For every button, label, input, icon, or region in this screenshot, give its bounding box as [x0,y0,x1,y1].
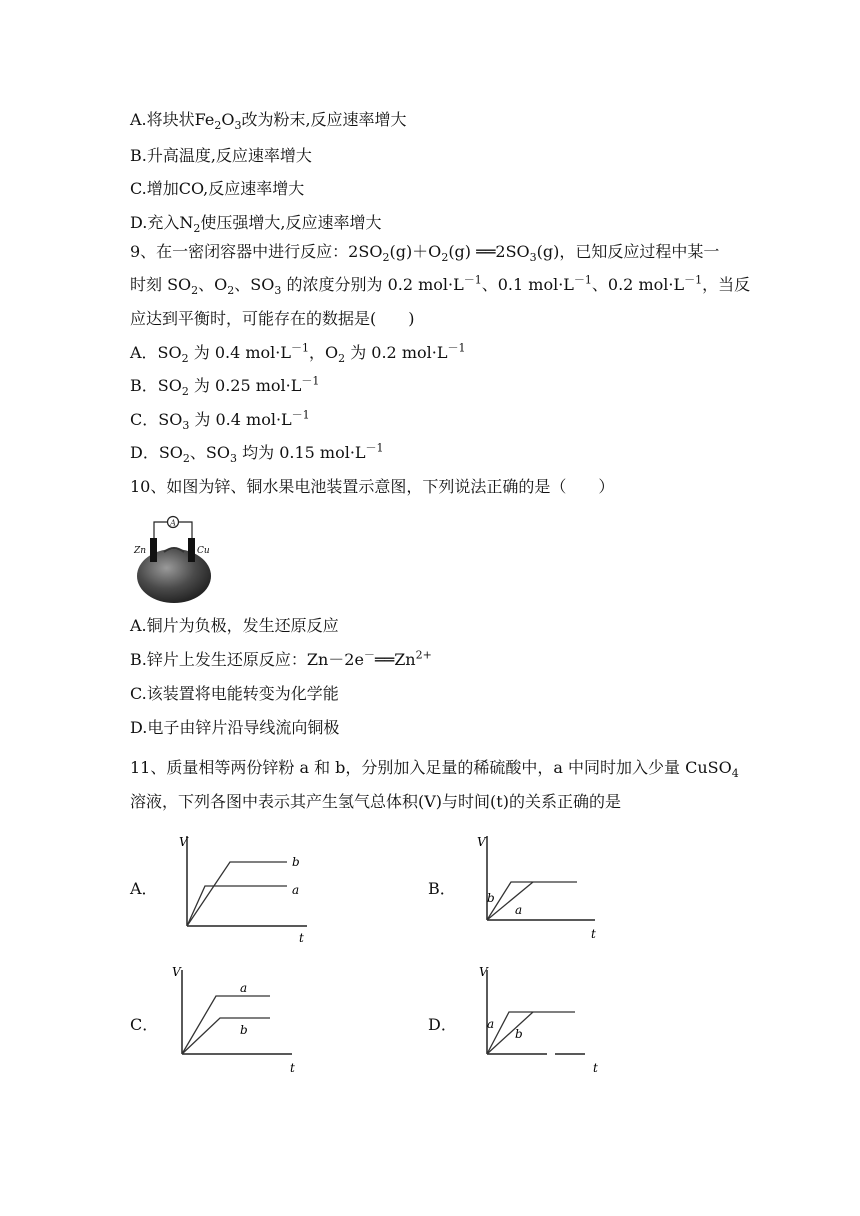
y-axis-label: V [479,965,488,979]
zinc-label: Zn [134,546,147,556]
q10-option-c: C.该装置将电能转变为化学能 [130,684,339,703]
q9-option-a: A．$SO_2$ 为 0.4 $mol\cdot L^{-1}$，$O_2$ 为 0.2 $mol\cdot L^{-1}$ [130,341,466,366]
q11-graph-b [475,828,615,946]
curve-b [487,882,577,920]
q11-graph-a [175,828,315,946]
y-axis-label: V [477,835,486,849]
q9-stem-line1: 9、在一密闭容器中进行反应：$2SO_2(g)+O_2(g)$ $══2SO_3(g)$，已知反应过程中某一 [130,242,720,265]
q11-graph-d [475,962,615,1080]
q11-option-d-label: D． [428,1015,457,1034]
y-axis-label: V [179,835,188,849]
x-axis-label: t [299,931,304,945]
q9-option-d: D．$SO_2$、$SO_3$ 均为 0.15 $mol\cdot L^{-1}$ [130,441,384,466]
zinc-electrode [150,538,157,562]
curve-b-label: b [240,1023,248,1037]
y-axis-label: V [172,965,181,979]
q10-option-b: B.锌片上发生还原反应：$Zn-2e^-══Zn^{2+}$ [130,648,432,669]
q8-option-d: D.充入$N_2$使压强增大,反应速率增大 [130,213,382,236]
q11-option-b-label: B． [428,879,456,898]
fruit-shape [137,549,211,603]
copper-label: Cu [197,546,210,556]
curve-a-label: a [240,981,248,995]
q9-stem-line2: 时刻 $SO_2$、$O_2$、$SO_3$ 的浓度分别为 0.2 $mol\cdot L^{-1}$、0.1 $mol\cdot L^{-1}$、0.2 $mol\cdot L^{-1}$，当反 [130,273,751,298]
curve-b-label: b [515,1027,523,1041]
q9-option-c: C．$SO_3$ 为 0.4 $mol\cdot L^{-1}$ [130,408,310,433]
curve-a-label: a [515,903,523,917]
x-axis-label: t [290,1061,295,1075]
x-axis-label: t [591,927,596,941]
q9-option-b: B．$SO_2$ 为 0.25 $mol\cdot L^{-1}$ [130,374,320,399]
q11-stem-line1: 11、质量相等两份锌粉 a 和 b，分别加入足量的稀硫酸中，a 中同时加入少量 CuSO$_4$ [130,758,739,781]
curve-a-label: a [487,1017,495,1031]
curve-a-label: a [292,883,300,897]
fruit-battery-figure [130,510,216,606]
q11-option-c-label: C． [130,1015,159,1034]
curve-b-label: b [292,855,300,869]
q11-option-a-label: A． [130,879,158,898]
q11-stem-line2: 溶液，下列各图中表示其产生氢气总体积(V)与时间(t)的关系正确的是 [130,792,621,811]
q11-graph-c [170,962,310,1080]
ammeter-label: A [170,518,176,528]
q10-stem: 10、如图为锌、铜水果电池装置示意图，下列说法正确的是（ ） [130,477,615,496]
q8-option-b: B.升高温度,反应速率增大 [130,146,312,165]
curve-b [182,1018,270,1054]
q10-option-a: A.铜片为负极，发生还原反应 [130,616,339,635]
curve-a [487,1012,575,1054]
q9-stem-line3: 应达到平衡时，可能存在的数据是( ) [130,309,415,328]
copper-electrode [188,538,195,562]
x-axis-label: t [593,1061,598,1075]
q10-option-d: D.电子由锌片沿导线流向铜极 [130,718,340,737]
curve-b-label: b [487,891,495,905]
curve-a [187,886,287,926]
q8-option-a: A.将块状$Fe_2O_3$改为粉末,反应速率增大 [130,110,407,133]
curve-a [182,996,270,1054]
q8-option-c: C.增加CO,反应速率增大 [130,179,305,198]
